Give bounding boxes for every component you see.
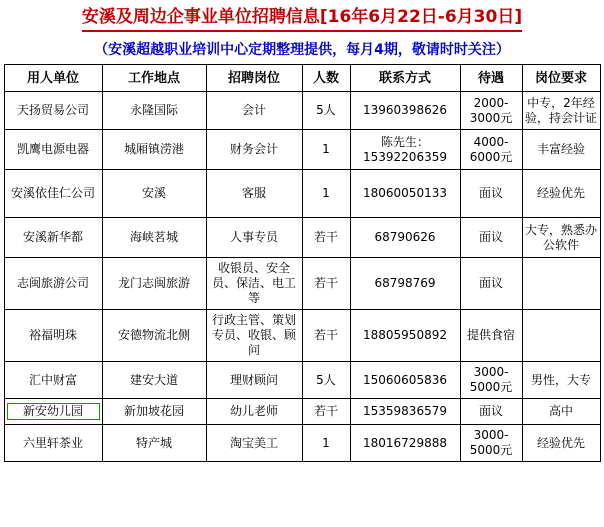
cell-post: 客服: [206, 170, 302, 218]
cell-num: 5人: [302, 92, 350, 130]
cell-num: 若干: [302, 258, 350, 310]
jobs-table: [4, 64, 601, 462]
header-place: 工作地点: [102, 65, 206, 92]
cell-contact: 18805950892: [350, 310, 460, 362]
cell-contact: 68798769: [350, 258, 460, 310]
cell-pay: 2000-3000元: [460, 92, 522, 130]
cell-req: 经验优先: [522, 170, 600, 218]
cell-contact: 13960398626: [350, 92, 460, 130]
cell-unit: 安溪新华都: [4, 218, 102, 258]
cell-contact: 15359836579: [350, 399, 460, 425]
cell-req: 高中: [522, 399, 600, 425]
cell-contact: 18016729888: [350, 425, 460, 462]
table-row: [4, 362, 600, 399]
cell-place: 特产城: [102, 425, 206, 462]
cell-unit: 汇中财富: [4, 362, 102, 399]
cell-req: [522, 258, 600, 310]
cell-contact: 68790626: [350, 218, 460, 258]
cell-num: 若干: [302, 218, 350, 258]
header-req: 岗位要求: [522, 65, 600, 92]
cell-pay: 面议: [460, 399, 522, 425]
cell-post: 收银员、安全员、保洁、电工等: [206, 258, 302, 310]
cell-place: 龙门志闽旅游: [102, 258, 206, 310]
table-row: [4, 218, 600, 258]
table-row: [4, 130, 600, 170]
cell-req: 丰富经验: [522, 130, 600, 170]
table-row: [4, 92, 600, 130]
cell-num: 1: [302, 170, 350, 218]
cell-post: 财务会计: [206, 130, 302, 170]
cell-place: 建安大道: [102, 362, 206, 399]
header-num: 人数: [302, 65, 350, 92]
page-title: 安溪及周边企事业单位招聘信息[16年6月22日-6月30日]: [82, 6, 522, 32]
cell-num: 若干: [302, 310, 350, 362]
cell-unit-highlight: 新安幼儿园: [7, 403, 100, 420]
cell-contact: 陈先生：15392206359: [350, 130, 460, 170]
cell-place: 城厢镇涝港: [102, 130, 206, 170]
title-bar: [0, 0, 604, 36]
cell-pay: 提供食宿: [460, 310, 522, 362]
cell-place: 海峡茗城: [102, 218, 206, 258]
cell-unit: 凯鹰电源电器: [4, 130, 102, 170]
cell-num: 若干: [302, 399, 350, 425]
subtitle-bar: [0, 36, 604, 64]
cell-post: 行政主管、策划专员、收银、顾问: [206, 310, 302, 362]
cell-post: 淘宝美工: [206, 425, 302, 462]
cell-pay: 4000-6000元: [460, 130, 522, 170]
cell-place: 安德物流北侧: [102, 310, 206, 362]
cell-pay: 3000-5000元: [460, 362, 522, 399]
cell-req: 大专，熟悉办公软件: [522, 218, 600, 258]
cell-place: 永隆国际: [102, 92, 206, 130]
cell-pay: 面议: [460, 170, 522, 218]
cell-unit: 志闽旅游公司: [4, 258, 102, 310]
cell-pay: 面议: [460, 218, 522, 258]
cell-unit: 天扬贸易公司: [4, 92, 102, 130]
cell-post: 人事专员: [206, 218, 302, 258]
page-subtitle: （安溪超越职业培训中心定期整理提供，每月4期，敬请时时关注）: [94, 42, 510, 58]
cell-num: 1: [302, 130, 350, 170]
header-unit: 用人单位: [4, 65, 102, 92]
cell-post: 会计: [206, 92, 302, 130]
table-row: [4, 310, 600, 362]
cell-num: 5人: [302, 362, 350, 399]
cell-place: 新加坡花园: [102, 399, 206, 425]
table-row: [4, 425, 600, 462]
cell-num: 1: [302, 425, 350, 462]
cell-place: 安溪: [102, 170, 206, 218]
cell-unit: 六里轩茶业: [4, 425, 102, 462]
cell-post: 理财顾问: [206, 362, 302, 399]
table-row: [4, 258, 600, 310]
cell-unit: [4, 399, 102, 425]
cell-unit: 裕福明珠: [4, 310, 102, 362]
header-contact: 联系方式: [350, 65, 460, 92]
cell-req: 中专，2年经验，持会计证: [522, 92, 600, 130]
table-row: [4, 399, 600, 425]
cell-req: [522, 310, 600, 362]
header-pay: 待遇: [460, 65, 522, 92]
cell-unit: 安溪依佳仁公司: [4, 170, 102, 218]
cell-contact: 15060605836: [350, 362, 460, 399]
cell-contact: 18060050133: [350, 170, 460, 218]
header-post: 招聘岗位: [206, 65, 302, 92]
cell-req: 男性，大专: [522, 362, 600, 399]
cell-post: 幼儿老师: [206, 399, 302, 425]
cell-pay: 3000-5000元: [460, 425, 522, 462]
table-header-row: [4, 65, 600, 92]
table-row: [4, 170, 600, 218]
cell-pay: 面议: [460, 258, 522, 310]
cell-req: 经验优先: [522, 425, 600, 462]
